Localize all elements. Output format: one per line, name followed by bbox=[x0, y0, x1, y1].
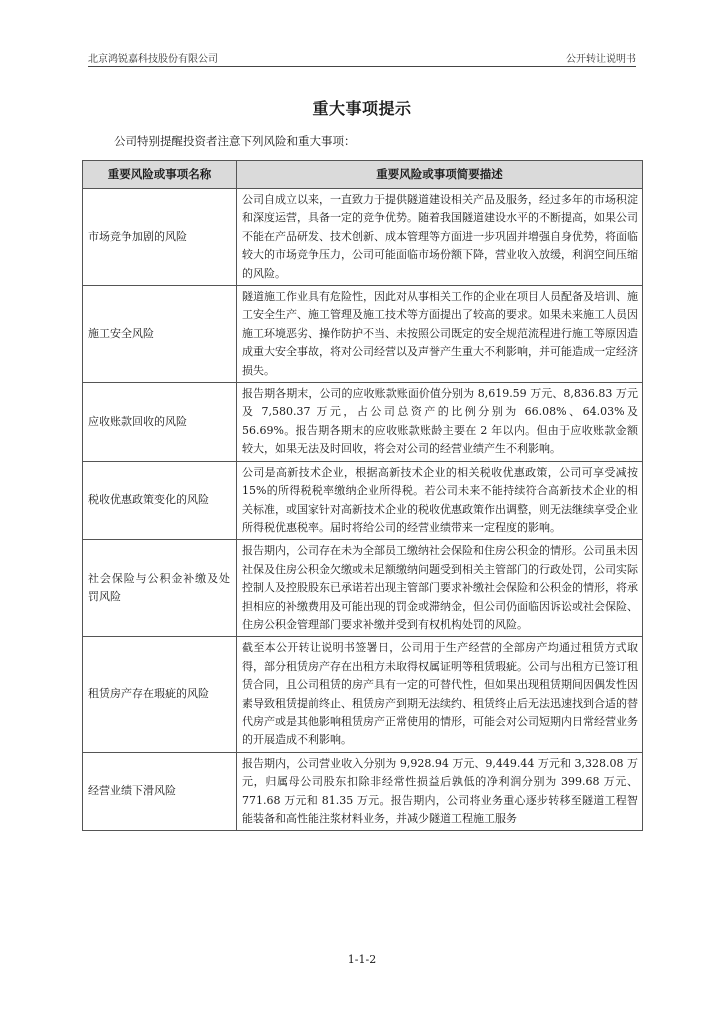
risk-name-cell: 社会保险与公积金补缴及处罚风险 bbox=[83, 540, 237, 637]
table-row bbox=[83, 461, 643, 540]
page-title: 重大事项提示 bbox=[312, 99, 412, 118]
risk-description-cell: 公司是高新技术企业，根据高新技术企业的相关税收优惠政策，公司可享受减按 15%的所得税税率缴纳企业所得税。若公司未来不能持续符合高新技术企业的相关标准，或国家针对高新技术企业的税收优惠政策作出调整，则无法继续享受企业所得税优惠税率。届时将给公司的经营业绩带来一定程度的影响。 bbox=[237, 461, 643, 540]
risk-name-cell: 施工安全风险 bbox=[83, 286, 237, 383]
page-number: 1-1-2 bbox=[347, 953, 377, 966]
risk-description-cell: 报告期各期末，公司的应收账款账面价值分别为 8,619.59 万元、8,836.83 万元及 7,580.37 万元，占公司总资产的比例分别为 66.08%、64.03%及 56.69%。报告期各期末的应收账款账龄主要在 2 年以内。但由于应收账款金额较大，如果无法及时回收，将会对公司的经营业绩产生不利影响。 bbox=[237, 383, 643, 462]
table-row bbox=[83, 286, 643, 383]
risk-name-cell: 租赁房产存在瑕疵的风险 bbox=[83, 637, 237, 752]
table-row bbox=[83, 752, 643, 831]
table-row bbox=[83, 383, 643, 462]
column-header-risk-description: 重要风险或事项简要描述 bbox=[237, 161, 643, 189]
table-row bbox=[83, 189, 643, 286]
risk-name-cell: 经营业绩下滑风险 bbox=[83, 752, 237, 831]
risk-name-cell: 应收账款回收的风险 bbox=[83, 383, 237, 462]
header-document-type: 公开转让说明书 bbox=[566, 54, 636, 65]
table-row bbox=[83, 637, 643, 752]
risk-name-cell: 市场竞争加剧的风险 bbox=[83, 189, 237, 286]
risk-name-cell: 税收优惠政策变化的风险 bbox=[83, 461, 237, 540]
intro-paragraph: 公司特别提醒投资者注意下列风险和重大事项： bbox=[114, 134, 356, 148]
risk-description-cell: 隧道施工作业具有危险性，因此对从事相关工作的企业在项目人员配备及培训、施工安全生产、施工管理及施工技术等方面提出了较高的要求。如果未来施工人员因施工环境恶劣、操作防护不当、未按照公司既定的安全规范流程进行施工等原因造成重大安全事故，将对公司经营以及声誉产生重大不利影响，并可能造成一定经济损失。 bbox=[237, 286, 643, 383]
table-header-row bbox=[83, 161, 643, 189]
column-header-risk-name: 重要风险或事项名称 bbox=[83, 161, 237, 189]
table-row bbox=[83, 540, 643, 637]
risk-description-cell: 报告期内，公司营业收入分别为 9,928.94 万元、9,449.44 万元和 3,328.08 万元，归属母公司股东扣除非经常性损益后孰低的净利润分别为 399.68 万元、771.68 万元和 81.35 万元。报告期内，公司将业务重心逐步转移至隧道工程智能装备和高性能注浆材料业务，并减少隧道工程施工服务 bbox=[237, 752, 643, 831]
header-company-name: 北京鸿锐嘉科技股份有限公司 bbox=[88, 54, 218, 65]
risk-table bbox=[82, 160, 643, 831]
risk-description-cell: 截至本公开转让说明书签署日，公司用于生产经营的全部房产均通过租赁方式取得，部分租赁房产存在出租方未取得权属证明等租赁瑕疵。公司与出租方已签订租赁合同，且公司租赁的房产具有一定的可替代性，但如果出现租赁期间因偶发性因素导致租赁提前终止、租赁房产到期无法续约、租赁终止后无法迅速找到合适的替代房产或是其他影响租赁房产正常使用的情形，可能会对公司短期内日常经营业务的开展造成不利影响。 bbox=[237, 637, 643, 752]
risk-description-cell: 报告期内，公司存在未为全部员工缴纳社会保险和住房公积金的情形。公司虽未因社保及住房公积金欠缴或未足额缴纳问题受到相关主管部门的行政处罚，公司实际控制人及控股股东已承诺若出现主管部门要求补缴社会保险和公积金的情形，将承担相应的补缴费用及可能出现的罚金或滞纳金，但公司仍面临因诉讼或社会保险、住房公积金管理部门要求补缴并受到有权机构处罚的风险。 bbox=[237, 540, 643, 637]
risk-description-cell: 公司自成立以来，一直致力于提供隧道建设相关产品及服务，经过多年的市场积淀和深度运营，具备一定的竞争优势。随着我国隧道建设水平的不断提高，如果公司不能在产品研发、技术创新、成本管理等方面进一步巩固并增强自身优势，将面临较大的市场竞争压力，公司可能面临市场份额下降，营业收入放缓，利润空间压缩的风险。 bbox=[237, 189, 643, 286]
